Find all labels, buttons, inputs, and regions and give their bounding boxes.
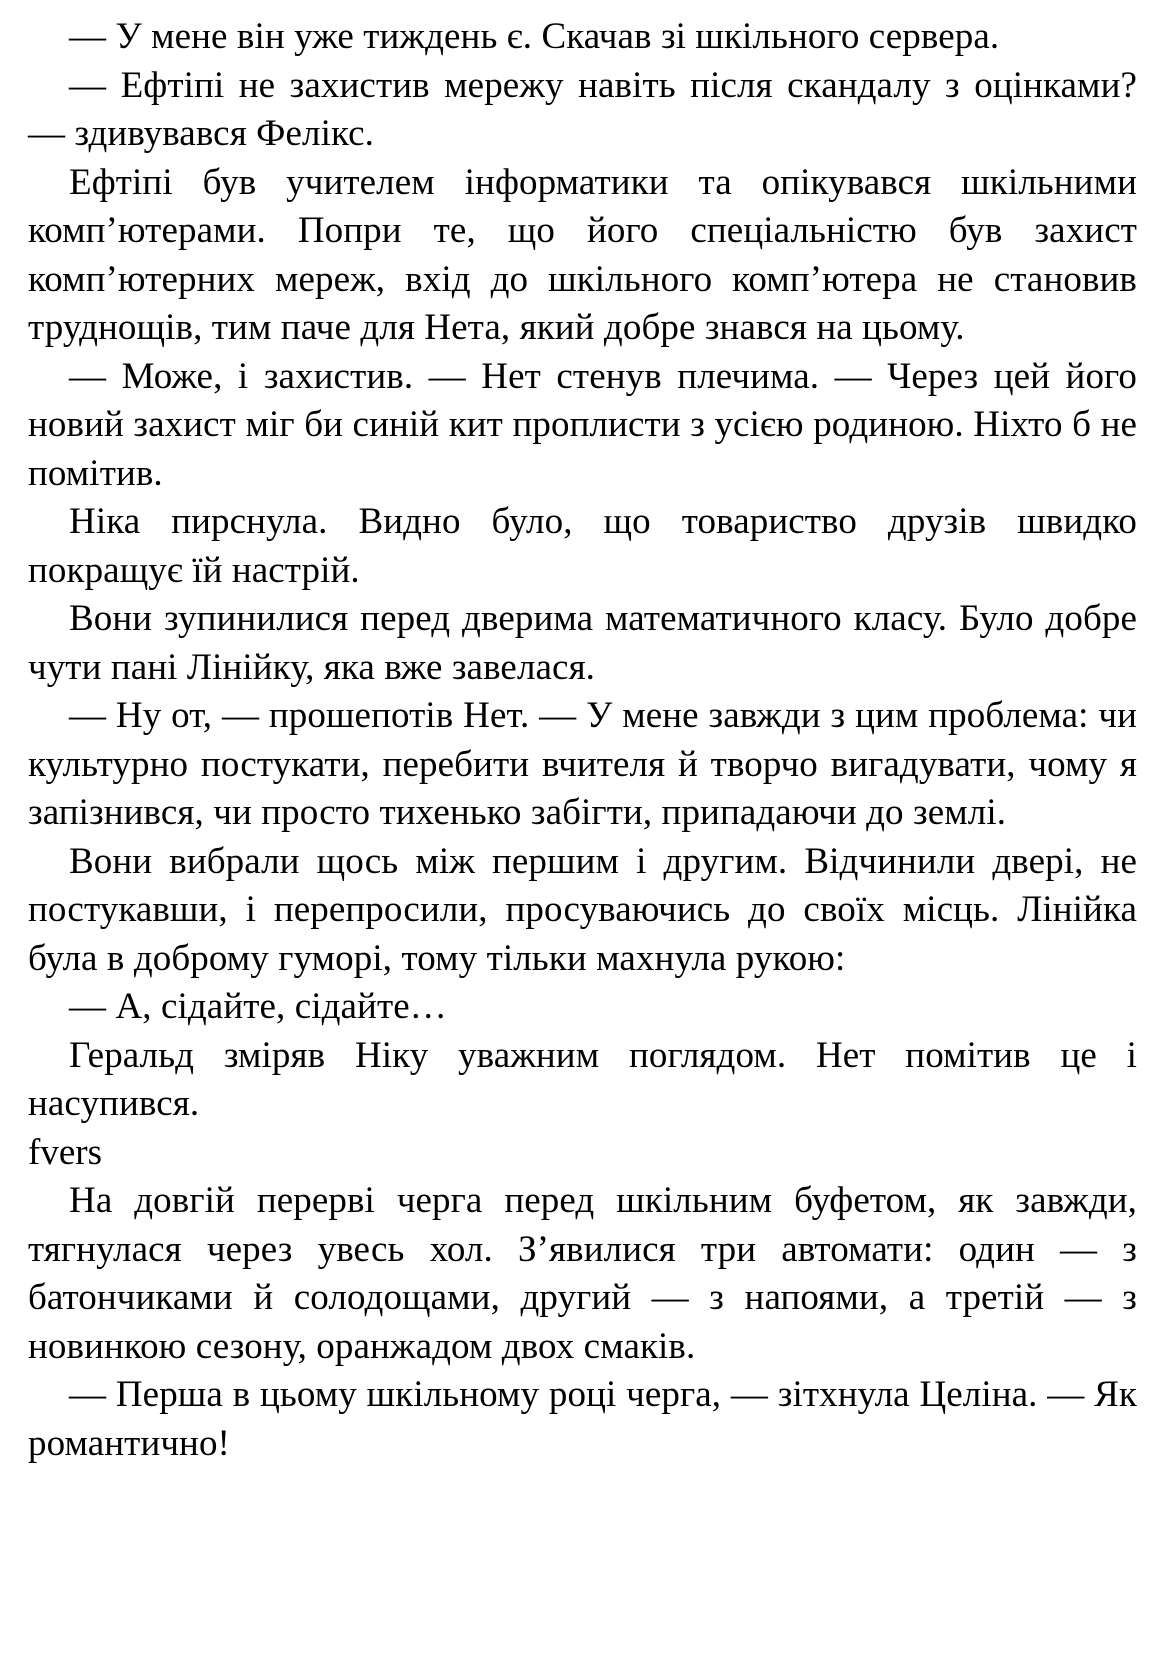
paragraph-11: На довгій перерві черга перед шкільним буфетом, як завжди, тягнулася через увесь хол. З’явилися три автомати: один — з батончиками й солодощами, другий — з напоями, а третій — з новинкою сезону, оранжадом двох смаків.: [28, 1180, 1137, 1367]
paragraph-5: Ніка пирснула. Видно було, що товариство друзів швидко покращує їй настрій.: [28, 501, 1137, 591]
paragraph-2: — Ефтіпі не захистив мережу навіть після скандалу з оцінками? — здивувався Фелікс.: [28, 64, 1137, 154]
page-text: [28, 13, 1137, 1468]
paragraph-12: — Перша в цьому шкільному році черга, — зітхнула Целіна. — Як романтично!: [28, 1374, 1137, 1464]
paragraph-9: — А, сідайте, сідайте…: [69, 986, 447, 1027]
paragraph-7: — Ну от, — прошепотів Нет. — У мене завжди з цим проблема: чи культурно постукати, перебити вчителя й творчо вигадувати, чому я запізнився, чи просто тихенько забігти, припадаючи до землі.: [28, 695, 1137, 833]
paragraph-10: Геральд зміряв Ніку уважним поглядом. Нет помітив це і насупився.: [28, 1034, 1137, 1124]
paragraph-4: — Може, і захистив. — Нет стенув плечима. — Через цей його новий захист міг би синій кит проплисти з усією родиною. Ніхто б не помітив.: [28, 355, 1137, 494]
paragraph-6: Вони зупинилися перед дверима математичного класу. Було добре чути пані Лінійку, яка вже завелася.: [28, 598, 1137, 688]
paragraph-1: — У мене він уже тиждень є. Скачав зі шкільного сервера.: [69, 16, 1000, 57]
section-separator: fvers: [28, 1131, 102, 1173]
paragraph-8: Вони вибрали щось між першим і другим. Відчинили двері, не постукавши, і перепросили, просуваючись до своїх місць. Лінійка була в доброму гуморі, тому тільки махнула рукою:: [28, 840, 1137, 979]
paragraph-3: Ефтіпі був учителем інформатики та опікувався шкільними комп’ютерами. Попри те, що його спеціальністю був захист комп’ютерних мереж, вхід до шкільного комп’ютера не становив труднощів, тим паче для Нета, який добре знався на цьому.: [28, 161, 1137, 348]
